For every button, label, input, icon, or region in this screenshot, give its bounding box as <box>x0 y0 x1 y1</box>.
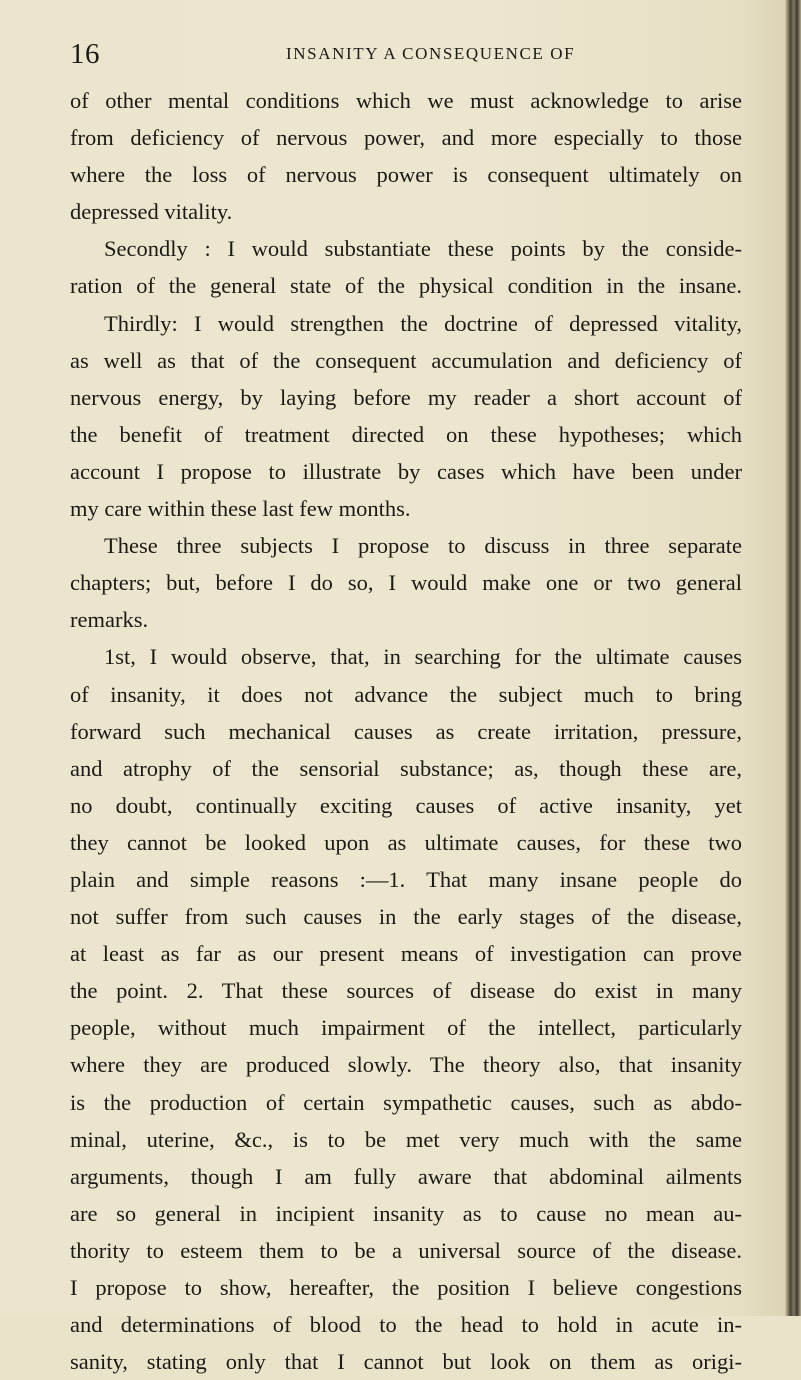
text-line: thority to esteem them to be a universal source of the disease. <box>70 1237 742 1263</box>
text-line: 1st, I would observe, that, in searching for the ultimate causes <box>104 644 742 670</box>
text-line: ration of the general state of the physical condition in the insane. <box>70 273 742 299</box>
text-line: I propose to show, hereafter, the position I believe congestions <box>70 1275 742 1300</box>
running-head: INSANITY A CONSEQUENCE OF <box>286 44 576 63</box>
text-line: of other mental conditions which we must acknowledge to arise <box>70 88 742 113</box>
page-header <box>70 34 742 74</box>
text-line: the point. 2. That these sources of disease do exist in many <box>70 978 742 1004</box>
text-line: plain and simple reasons :—1. That many insane people do <box>70 866 742 892</box>
text-line: where the loss of nervous power is consequent ultimately on <box>70 162 742 188</box>
text-line: account I propose to illustrate by cases which have been under <box>70 458 742 484</box>
text-line: people, without much impairment of the intellect, particularly <box>70 1015 742 1041</box>
text-line: from deficiency of nervous power, and more especially to those <box>70 125 742 151</box>
text-line: and determinations of blood to the head to hold in acute in- <box>70 1312 742 1338</box>
text-line: Secondly : I would substantiate these points by the conside- <box>104 236 742 262</box>
text-line: of insanity, it does not advance the subject much to bring <box>70 681 742 707</box>
text-line: minal, uterine, &c., is to be met very much with the same <box>70 1126 742 1152</box>
text-line: is the production of certain sympathetic causes, such as abdo- <box>70 1089 742 1115</box>
text-line: and atrophy of the sensorial substance; as, though these are, <box>70 755 742 781</box>
page-edge-shadow <box>785 0 801 1316</box>
text-line: no doubt, continually exciting causes of active insanity, yet <box>70 792 742 818</box>
text-line: nervous energy, by laying before my reader a short account of <box>70 384 742 410</box>
text-line: not suffer from such causes in the early stages of the disease, <box>70 904 742 930</box>
text-line: These three subjects I propose to discuss in three separate <box>104 533 742 559</box>
text-line: they cannot be looked upon as ultimate causes, for these two <box>70 829 742 855</box>
text-line: forward such mechanical causes as create irritation, pressure, <box>70 718 742 744</box>
text-line: are so general in incipient insanity as to cause no mean au- <box>70 1200 742 1226</box>
text-line: at least as far as our present means of investigation can prove <box>70 941 742 967</box>
text-line: as well as that of the consequent accumulation and deficiency of <box>70 347 742 373</box>
body-text <box>70 82 742 1380</box>
text-line: chapters; but, before I do so, I would make one or two general <box>70 570 742 596</box>
text-line: depressed vitality. <box>70 199 233 225</box>
text-line: remarks. <box>70 607 149 633</box>
text-line: Thirdly: I would strengthen the doctrine of depressed vitality, <box>104 310 742 336</box>
text-line: where they are produced slowly. The theory also, that insanity <box>70 1052 742 1078</box>
text-line: the benefit of treatment directed on these hypotheses; which <box>70 421 742 447</box>
text-line: my care within these last few months. <box>70 496 411 522</box>
text-line: arguments, though I am fully aware that abdominal ailments <box>70 1163 742 1189</box>
page-number: 16 <box>70 38 100 70</box>
text-line: sanity, stating only that I cannot but look on them as origi- <box>70 1349 742 1375</box>
